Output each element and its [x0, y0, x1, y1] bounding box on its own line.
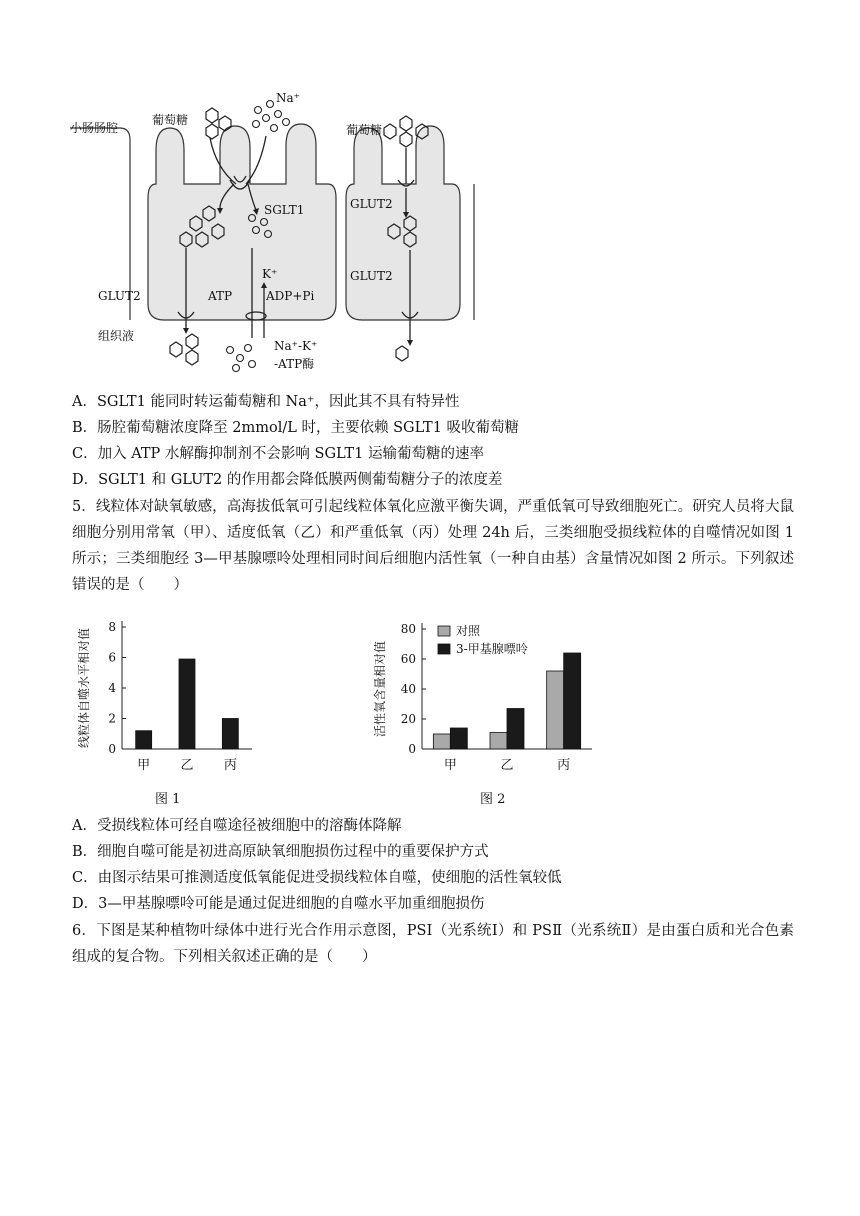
y-tick-label: 40: [400, 682, 416, 696]
x-tick-label: 乙: [500, 758, 514, 773]
bar: [564, 653, 581, 749]
glut2-label-mid: GLUT2: [350, 269, 393, 283]
transport-diagram: [70, 88, 480, 388]
x-tick-label: 乙: [180, 758, 194, 773]
y-axis-label: 活性氧含量相对值: [373, 640, 387, 738]
potassium-label: K⁺: [262, 267, 278, 281]
y-tick-label: 60: [400, 652, 416, 666]
glucose-label-right: 葡萄糖: [346, 123, 383, 137]
q4-option-b: B．肠腔葡萄糖浓度降至 2mmol/L 时，主要依赖 SGLT1 吸收葡萄糖: [72, 420, 520, 436]
q5-option-b: B．细胞自噬可能是初进高原缺氧细胞损伤过程中的重要保护方式: [72, 844, 489, 860]
y-tick-label: 8: [108, 620, 116, 634]
q6-stem: 6．下图是某种植物叶绿体中进行光合作用示意图，PSⅠ（光系统Ⅰ）和 PSⅡ（光系统Ⅱ）是由蛋白质和光合色素组成的复合物。下列相关叙述正确的是（ ）: [72, 923, 794, 965]
q5-stem: 5．线粒体对缺氧敏感，高海拔低氧可引起线粒体氧化应激平衡失调，严重低氧可导致细胞死亡。研究人员将大鼠细胞分别用常氧（甲）、适度低氧（乙）和严重低氧（丙）处理 24h 后，三类细胞受损线粒体的自噬情况如图 1 所示；三类细胞经 3—甲基腺嘌呤处理相同时间后细胞内活性氧（一种自由基）含量情况如图 2 所示。下列叙述错误的是（ ）: [72, 499, 794, 593]
y-tick-label: 4: [108, 681, 116, 695]
bar: [547, 671, 564, 749]
bar: [136, 731, 152, 749]
y-tick-label: 80: [400, 622, 416, 636]
pump-label-line2: -ATP酶: [274, 357, 315, 371]
y-tick-label: 6: [108, 650, 116, 665]
bar: [450, 728, 467, 749]
q5-option-a: A．受损线粒体可经自噬途径被细胞中的溶酶体降解: [72, 818, 402, 834]
legend-label: 对照: [456, 624, 481, 638]
x-tick-label: 丙: [223, 758, 237, 773]
q4-option-a: A．SGLT1 能同时转运葡萄糖和 Na⁺，因此其不具有特异性: [72, 394, 460, 410]
figure-1-chart: [76, 615, 266, 775]
y-tick-label: 0: [108, 742, 116, 756]
right-cell: [346, 126, 460, 320]
x-tick-label: 丙: [557, 758, 571, 773]
figure-2-caption: 图 2: [480, 792, 506, 807]
pump-label-line1: Na⁺-K⁺: [274, 339, 318, 353]
bar: [222, 719, 238, 750]
sglt1-label: SGLT1: [264, 203, 305, 217]
legend-swatch: [438, 644, 450, 654]
legend-swatch: [438, 626, 450, 636]
x-tick-label: 甲: [443, 758, 457, 773]
q4-option-d: D．SGLT1 和 GLUT2 的作用都会降低膜两侧葡萄糖分子的浓度差: [72, 472, 503, 488]
bar: [433, 734, 450, 749]
glut2-label-left: GLUT2: [98, 289, 141, 303]
sodium-label: Na⁺: [276, 91, 300, 105]
y-axis-label: 线粒体自噬水平相对值: [77, 627, 91, 749]
bar: [507, 709, 524, 750]
y-tick-label: 0: [408, 742, 416, 756]
glut2-label-top: GLUT2: [350, 197, 393, 211]
tissue-fluid-label: 组织液: [98, 329, 135, 343]
lumen-label: 小肠肠腔: [70, 121, 119, 135]
bar: [179, 659, 195, 749]
adp-label: ADP+Pi: [266, 289, 315, 303]
figure-1-caption: 图 1: [155, 792, 181, 807]
y-tick-label: 2: [108, 711, 116, 726]
atp-label: ATP: [208, 289, 233, 303]
q4-option-c: C．加入 ATP 水解酶抑制剂不会影响 SGLT1 运输葡萄糖的速率: [72, 446, 484, 462]
bar: [490, 733, 507, 750]
q5-option-c: C．由图示结果可推测适度低氧能促进受损线粒体自噬，使细胞的活性氧较低: [72, 870, 562, 886]
y-tick-label: 20: [400, 712, 416, 726]
q5-option-d: D．3—甲基腺嘌呤可能是通过促进细胞的自噬水平加重细胞损伤: [72, 896, 485, 912]
figure-2-chart: [370, 615, 600, 775]
x-tick-label: 甲: [137, 758, 151, 773]
legend-label: 3-甲基腺嘌呤: [456, 642, 528, 656]
glucose-label-left: 葡萄糖: [152, 113, 189, 127]
